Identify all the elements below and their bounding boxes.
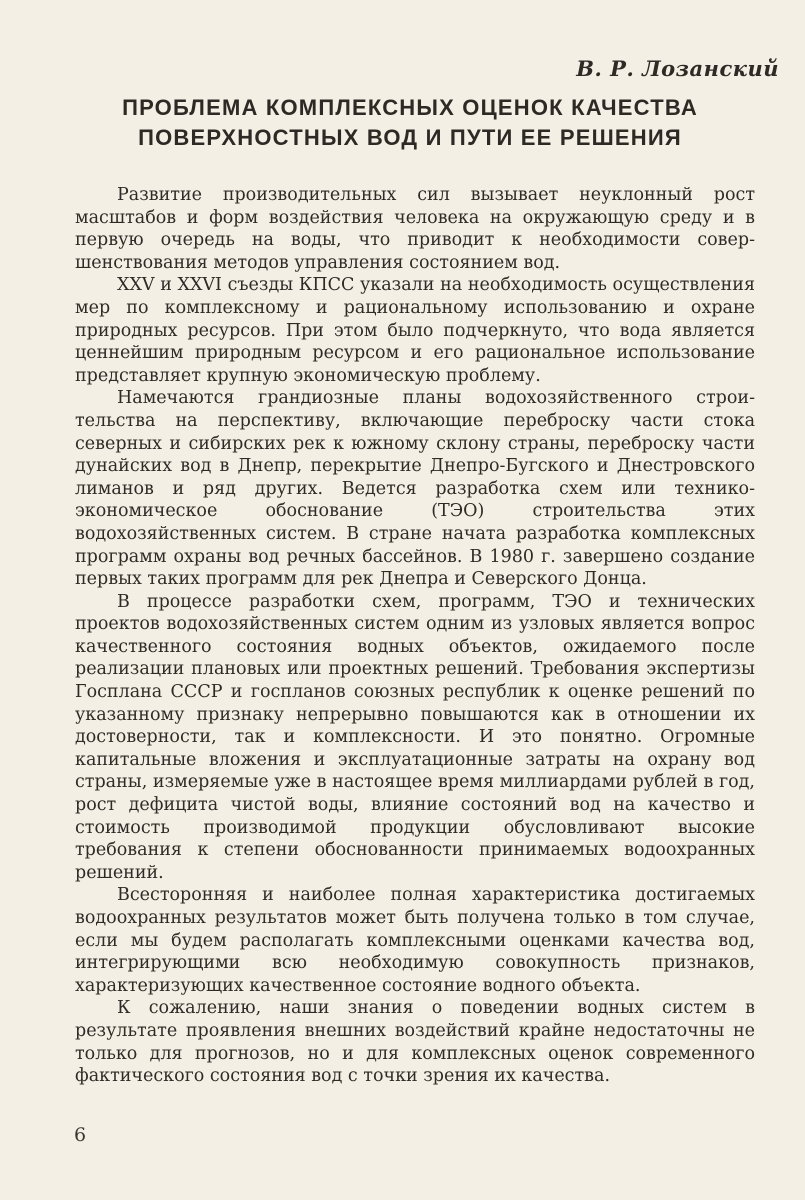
paragraph-2: XXV и XXVI съезды КПСС указали на необходимость осуществления мер по комплексному и рациональному использованию и охране природных ресурсов. При этом было подчеркнуто, что вода является ценнейшим природным ресурсом и его рациональное использование представляет крупную экономическую проблему.: [75, 275, 755, 386]
paragraph-6: К сожалению, наши знания о поведении водных систем в результате проявления внешних воздействий крайне недостаточны не только для прогнозов, но и для комплексных оценок современного фактического состояния вод с точки зрения их качества.: [75, 998, 755, 1087]
author-name: В. Р. Лозанский: [576, 56, 779, 81]
paragraph-1: Развитие производительных сил вызывает неуклонный рост масштабов и форм воздействия человека на окружающую среду и в первую очередь на воды, что приводит к необходимости совершенствования методов управления состоянием вод.: [75, 185, 755, 273]
paragraph-5: Всесторонняя и наиболее полная характеристика достигаемых водоохранных результатов может быть получена только в том случае, если мы будем располагать комплексными оценками качества вод, интегрирующими всю необходимую совокупность признаков, характеризующих качественное состояние водного объекта.: [75, 885, 755, 996]
title-line-1: ПРОБЛЕМА КОМПЛЕКСНЫХ ОЦЕНОК КАЧЕСТВА: [122, 95, 698, 120]
page-number: 6: [74, 1124, 87, 1146]
paragraph-4: В процессе разработки схем, программ, ТЭО и технических проектов водохозяйственных систем одним из узловых является вопрос качественного состояния водных объектов, ожидаемого после реализации плановых или проектных решений. Требования экспертизы Госплана СССР и госпланов союзных республик к оценке решений по указанному признаку непрерывно повышаются как в отношении их достоверности, так и комплексности. И это понятно. Огромные капитальные вложения и эксплуатационные затраты на охрану вод страны, измеряемые уже в настоящее время миллиардами рублей в год, рост дефицита чистой воды, влияние состояний вод на качество и стоимость производимой продукции обусловливают высокие требования к степени обоснованности принимаемых водоохранных решений.: [75, 591, 755, 883]
paragraph-3: Намечаются грандиозные планы водохозяйственного строительства на перспективу, включающие переброску части стока северных и сибирских рек к южному склону страны, переброску части дунайских вод в Днепр, перекрытие Днепро-Бугского и Днестровского лиманов и ряд других. Ведется разработка схем или технико-экономическое обоснование (ТЭО) строительства этих водохозяйственных систем. В стране начата разработка комплексных программ охраны вод речных бассейнов. В 1980 г. завершено создание первых таких программ для рек Днепра и Северского Донца.: [75, 388, 755, 590]
title-line-2: ПОВЕРХНОСТНЫХ ВОД И ПУТИ ЕЕ РЕШЕНИЯ: [138, 125, 682, 150]
article-title: [70, 93, 750, 153]
article-body: [75, 184, 755, 1088]
